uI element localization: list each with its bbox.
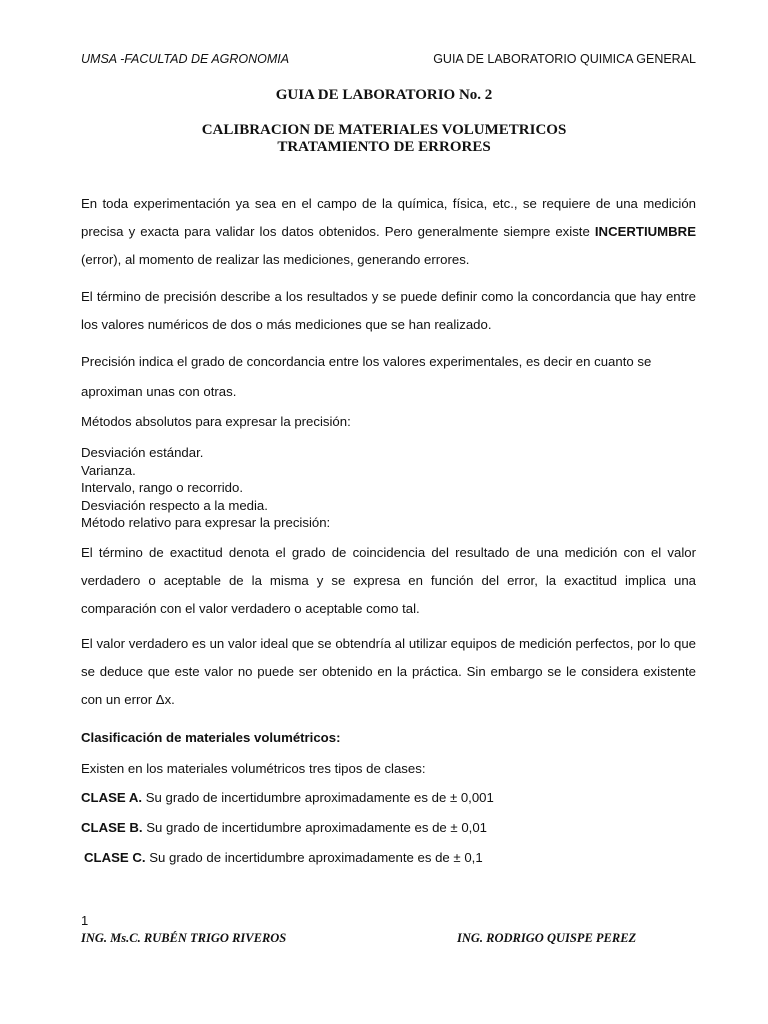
paragraph-5: El término de exactitud denota el grado de coincidencia del resultado de una medición con el valor verdadero o aceptable de la misma y se expresa en función del error, la exactitud implica una comparación con el valor verdadero o aceptable como tal.	[81, 545, 696, 616]
clase-a-text: Su grado de incertidumbre aproximadamente es de ± 0,001	[142, 790, 494, 805]
footer-right: ING. RODRIGO QUISPE PEREZ	[457, 931, 637, 945]
list-item: Varianza.	[81, 462, 136, 478]
header-right: GUIA DE LABORATORIO QUIMICA GENERAL	[433, 52, 696, 66]
paragraph-3-line-2: aproximan unas con otras.	[81, 384, 237, 399]
clase-a-label: CLASE A.	[81, 790, 143, 805]
paragraph-1	[81, 190, 696, 274]
list-item: Desviación respecto a la media.	[81, 497, 268, 513]
clase-b-text: Su grado de incertidumbre aproximadamente es de ± 0,01	[142, 820, 487, 835]
clase-c	[84, 850, 699, 865]
paragraph-7: Existen en los materiales volumétricos tres tipos de clases:	[81, 761, 426, 776]
page-title: GUIA DE LABORATORIO No. 2	[275, 87, 493, 103]
paragraph-3-line-1: Precisión indica el grado de concordancia entre los valores experimentales, es decir en cuanto se	[81, 354, 652, 369]
incertidumbre-term: INCERTIUMBRE	[594, 224, 696, 239]
clase-a	[81, 790, 696, 805]
page-number: 1	[81, 913, 89, 928]
clase-c-text: Su grado de incertidumbre aproximadamente es de ± 0,1	[145, 850, 483, 865]
clase-b-label: CLASE B.	[81, 820, 143, 835]
subtitle-1: CALIBRACION DE MATERIALES VOLUMETRICOS	[201, 122, 567, 138]
paragraph-2: El término de precisión describe a los resultados y se puede definir como la concordancia que hay entre los valores numéricos de dos o más mediciones que se han realizado.	[81, 289, 696, 332]
list-item: Desviación estándar.	[81, 445, 204, 460]
paragraph-1-text: En toda experimentación ya sea en el campo de la química, física, etc., se requiere de una medición precisa y exacta para validar los datos obtenidos. Pero generalmente siempre existe	[81, 196, 696, 239]
precision-methods-list	[81, 444, 696, 532]
header-left: UMSA -FACULTAD DE AGRONOMIA	[81, 52, 290, 66]
section-heading: Clasificación de materiales volumétricos:	[81, 730, 341, 745]
paragraph-4: Métodos absolutos para expresar la precisión:	[81, 414, 351, 429]
paragraph-1-tail: (error), al momento de realizar las mediciones, generando errores.	[81, 252, 470, 267]
clase-c-label: CLASE C.	[84, 850, 146, 865]
paragraph-6: El valor verdadero es un valor ideal que se obtendría al utilizar equipos de medición perfectos, por lo que se deduce que este valor no puede ser obtenido en la práctica. Sin embargo se le considera existente con un error Δx.	[81, 636, 696, 707]
clase-b	[81, 820, 696, 835]
subtitle-2: TRATAMIENTO DE ERRORES	[277, 139, 491, 155]
list-item: Método relativo para expresar la precisión:	[81, 515, 331, 530]
footer-left: ING. Ms.C. RUBÉN TRIGO RIVEROS	[81, 931, 287, 945]
list-item: Intervalo, rango o recorrido.	[81, 480, 243, 495]
